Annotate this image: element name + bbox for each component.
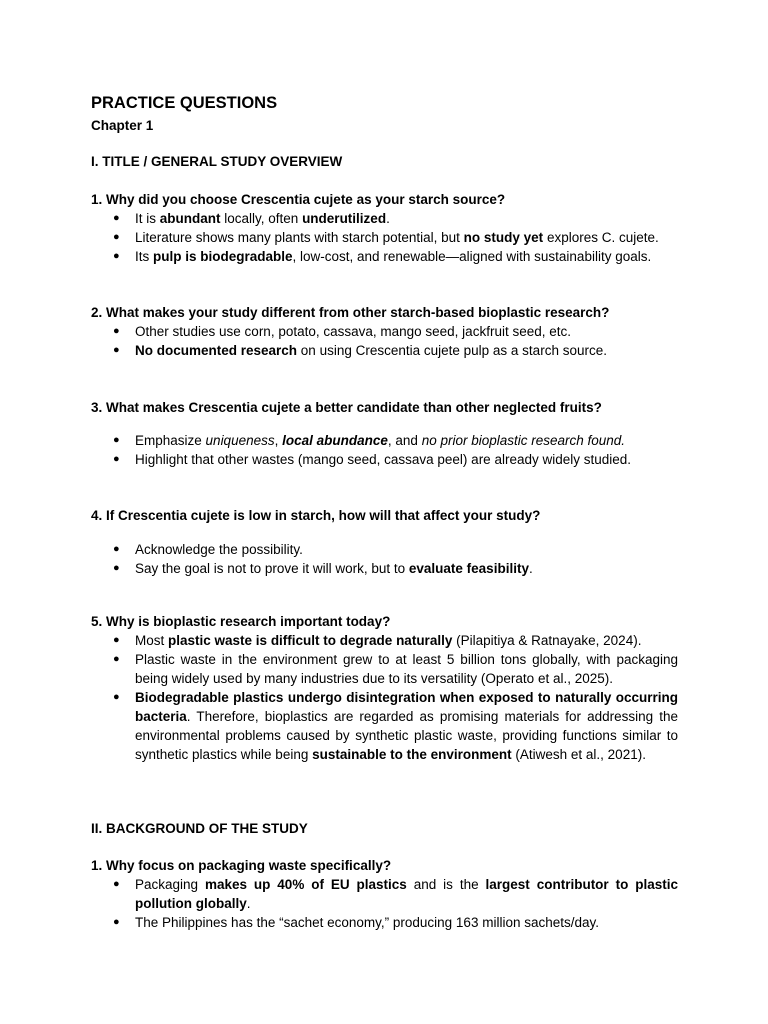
bullet-text: It is: [135, 211, 160, 226]
bullet-item: [91, 341, 678, 360]
bullet-item: [91, 431, 678, 450]
bullet-text: uniqueness: [205, 433, 275, 448]
question-heading: 3. What makes Crescentia cujete a better candidate than other neglected fruits?: [91, 400, 602, 415]
bullet-text: Other studies use corn, potato, cassava, mango seed, jackfruit seed, etc.: [135, 324, 571, 339]
page-title: PRACTICE QUESTIONS: [91, 94, 278, 112]
bullet-text: Most: [135, 633, 169, 648]
bullet-item: [91, 631, 678, 650]
bullet-text: and is the: [406, 877, 486, 892]
bullet-dot-icon: ●: [113, 543, 120, 555]
bullet-text: .: [386, 211, 390, 226]
section-heading-overview: I. TITLE / GENERAL STUDY OVERVIEW: [91, 154, 343, 169]
bullet-text: (Pilapitiya & Ratnayake, 2024).: [452, 633, 642, 648]
bullet-dot-icon: ●: [113, 231, 120, 243]
bullet-dot-icon: ●: [113, 562, 120, 574]
bullet-text: sustainable to the environment: [312, 747, 512, 762]
bullet-list: [91, 322, 678, 360]
bullet-text: Highlight that other wastes (mango seed, cassava peel) are already widely studied.: [135, 452, 632, 467]
bullet-text: Biodegradable plastics undergo disintegration when exposed to naturally occurring bacteria: [135, 690, 678, 724]
bullet-item: [91, 688, 678, 764]
bullet-text: The Philippines has the “sachet economy,” producing 163 million sachets/day.: [135, 915, 600, 930]
bullet-text: largest contributor to plastic pollution globally: [135, 877, 679, 911]
bullet-item: [91, 228, 678, 247]
bullet-text: abundant: [159, 211, 221, 226]
bullet-text: Literature shows many plants with starch potential, but: [135, 230, 464, 245]
bullet-text: local abundance: [282, 433, 388, 448]
bullet-text: .: [246, 896, 251, 911]
bullet-text: Say the goal is not to prove it will work, but to: [135, 561, 409, 576]
bullet-list: [91, 875, 678, 932]
bullet-item: [91, 875, 678, 913]
bullet-text: Plastic waste in the environment grew to at least 5 billion tons globally, with packaging being widely used by many industries due to its versatility (Operato et al., 2025).: [135, 652, 678, 686]
bullet-list: [91, 431, 678, 469]
bullet-text: evaluate feasibility: [408, 561, 529, 576]
bullet-dot-icon: ●: [113, 691, 120, 703]
bullet-text: , low-cost, and renewable—aligned with sustainability goals.: [292, 249, 652, 264]
bullet-item: [91, 559, 678, 578]
section-heading-background: II. BACKGROUND OF THE STUDY: [91, 821, 308, 836]
bullet-text: Acknowledge the possibility.: [135, 542, 303, 557]
bullet-dot-icon: ●: [113, 250, 120, 262]
question-heading: 4. If Crescentia cujete is low in starch, how will that affect your study?: [91, 508, 541, 523]
question-heading: 5. Why is bioplastic research important today?: [91, 614, 391, 629]
bullet-dot-icon: ●: [113, 878, 120, 890]
bullet-text: Packaging: [135, 877, 205, 892]
bullet-text: Its: [135, 249, 154, 264]
bullet-dot-icon: ●: [113, 344, 120, 356]
bullet-text: plastic waste is difficult to degrade naturally: [168, 633, 453, 648]
bullet-text: .: [528, 561, 533, 576]
bullet-text: explores C. cujete.: [543, 230, 659, 245]
bullet-text: . Therefore, bioplastics are regarded as promising materials for addressing the environmental problems caused by synthetic plastic waste, providing functions similar to synthetic plastics while being: [135, 709, 678, 762]
bullet-dot-icon: ●: [113, 434, 120, 446]
bullet-text: pulp is biodegradable: [153, 249, 293, 264]
bullet-text: underutilized: [302, 211, 387, 226]
bullet-item: [91, 322, 678, 341]
bullet-text: no prior bioplastic research found.: [421, 433, 626, 448]
question-heading: 1. Why focus on packaging waste specifically?: [91, 858, 392, 873]
question-heading: 2. What makes your study different from other starch-based bioplastic research?: [91, 305, 610, 320]
bullet-text: No documented research: [135, 343, 298, 358]
bullet-dot-icon: ●: [113, 634, 120, 646]
bullet-item: [91, 650, 678, 688]
bullet-dot-icon: ●: [113, 212, 120, 224]
question-heading: 1. Why did you choose Crescentia cujete as your starch source?: [91, 192, 506, 207]
bullet-list: [91, 209, 678, 266]
bullet-dot-icon: ●: [113, 653, 120, 665]
bullet-dot-icon: ●: [113, 916, 120, 928]
bullet-item: [91, 540, 678, 559]
bullet-text: Emphasize: [135, 433, 206, 448]
bullet-text: makes up 40% of EU plastics: [204, 877, 407, 892]
bullet-text: , and: [387, 433, 422, 448]
bullet-item: [91, 247, 678, 266]
bullet-text: (Atiwesh et al., 2021).: [511, 747, 646, 762]
chapter-label: Chapter 1: [91, 118, 154, 133]
bullet-text: locally, often: [220, 211, 303, 226]
bullet-item: [91, 209, 678, 228]
bullet-dot-icon: ●: [113, 325, 120, 337]
bullet-item: [91, 913, 678, 932]
bullet-list: [91, 631, 678, 764]
bullet-dot-icon: ●: [113, 453, 120, 465]
bullet-text: on using Crescentia cujete pulp as a starch source.: [297, 343, 607, 358]
bullet-list: [91, 540, 678, 578]
bullet-text: no study yet: [463, 230, 544, 245]
bullet-text: ,: [274, 433, 283, 448]
bullet-item: [91, 450, 678, 469]
